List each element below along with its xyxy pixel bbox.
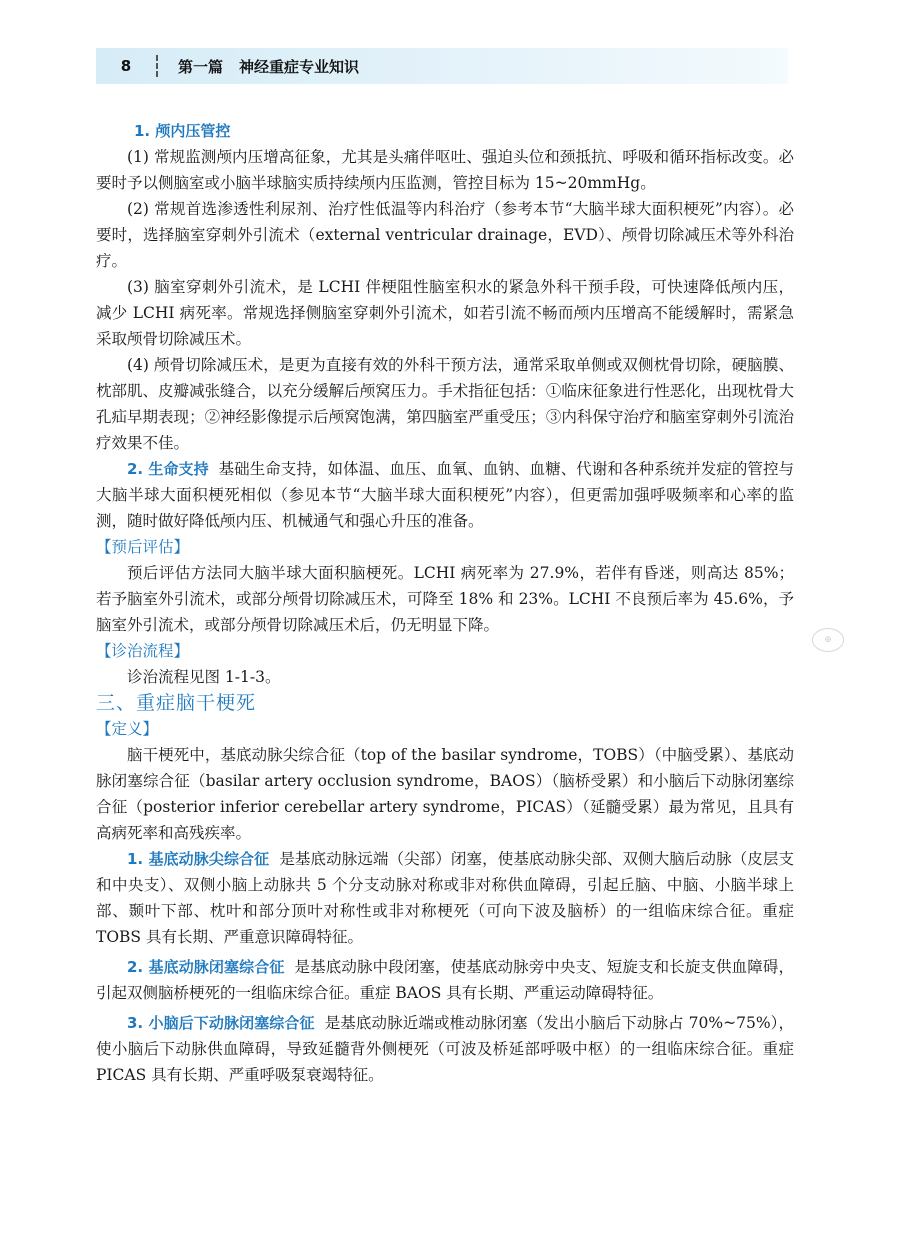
baos-text: 是基底动脉中段闭塞，使基底动脉旁中央支、短旋支和长旋支供血障碍，引起双侧脑桥梗死的一组临床综合征。重症 BAOS 具有长期、严重运动障碍特征。 <box>96 958 794 1002</box>
heading-definition: 【定义】 <box>96 720 159 738</box>
heading-baos: 2. 基底动脉闭塞综合征 <box>127 958 285 976</box>
heading-icp-control: 1. 颅内压管控 <box>134 122 231 140</box>
paragraph-tobs <box>96 846 794 950</box>
heading-life-support: 2. 生命支持 <box>127 460 209 478</box>
part-label: 第一篇 <box>178 57 224 76</box>
paragraph-definition: 脑干梗死中，基底动脉尖综合征（top of the basilar syndrome，TOBS）（中脑受累）、基底动脉闭塞综合征（basilar artery occlusion syndrome，BAOS）（脑桥受累）和小脑后下动脉闭塞综合征（posterior inferior cerebellar artery syndrome，PICAS）（延髓受累）最为常见，且具有高病死率和高残疾率。 <box>96 746 794 842</box>
watermark-stamp: ⊕ <box>812 628 844 652</box>
paragraph-prognosis: 预后评估方法同大脑半球大面积脑梗死。LCHI 病死率为 27.9%，若伴有昏迷，则高达 85%；若予脑室外引流术，或部分颅骨切除减压术，可降至 18% 和 23%。LCHI 不良预后率为 45.6%，予脑室外引流术，或部分颅骨切除减压术后，仍无明显下降。 <box>96 564 794 634</box>
paragraph-life-support <box>96 456 794 534</box>
page-number: 8 <box>120 57 132 75</box>
picas-text: 是基底动脉近端或椎动脉闭塞（发出小脑后下动脉占 70%~75%），使小脑后下动脉供血障碍，导致延髓背外侧梗死（可波及桥延部呼吸中枢）的一组临床综合征。重症 PICAS 具有长期、严重呼吸泵衰竭特征。 <box>96 1014 795 1084</box>
header-divider <box>156 55 158 77</box>
paragraph-baos <box>96 954 794 1006</box>
paragraph-picas <box>96 1010 794 1088</box>
paragraph-icp-3: (3) 脑室穿刺外引流术，是 LCHI 伴梗阻性脑室积水的紧急外科干预手段，可快速降低颅内压，减少 LCHI 病死率。常规选择侧脑室穿刺外引流术，如若引流不畅而颅内压增高不能缓解时，需紧急采取颅骨切除减压术。 <box>96 278 794 348</box>
heading-prognosis: 【预后评估】 <box>96 538 190 556</box>
part-title: 神经重症专业知识 <box>239 57 360 76</box>
paragraph-flow: 诊治流程见图 1-1-3。 <box>127 668 281 686</box>
tobs-text: 是基底动脉远端（尖部）闭塞，使基底动脉尖部、双侧大脑后动脉（皮层支和中央支）、双侧小脑上动脉共 5 个分支动脉对称或非对称供血障碍，引起丘脑、中脑、小脑半球上部、颞叶下部、枕叶和部分顶叶对称性或非对称梗死（可向下波及脑桥）的一组临床综合征。重症 TOBS 具有长期、严重意识障碍特征。 <box>96 850 795 946</box>
paragraph-icp-1: (1) 常规监测颅内压增高征象，尤其是头痛伴呕吐、强迫头位和颈抵抗、呼吸和循环指标改变。必要时予以侧脑室或小脑半球脑实质持续颅内压监测，管控目标为 15~20mmHg。 <box>96 148 794 192</box>
life-support-text: 基础生命支持，如体温、血压、血氧、血钠、血糖、代谢和各种系统并发症的管控与大脑半球大面积梗死相似（参见本节“大脑半球大面积梗死”内容），但更需加强呼吸频率和心率的监测，随时做好降低颅内压、机械通气和强心升压的准备。 <box>96 460 794 530</box>
heading-flow: 【诊治流程】 <box>96 642 190 660</box>
page-body <box>96 118 794 1088</box>
paragraph-icp-4: (4) 颅骨切除减压术，是更为直接有效的外科干预方法，通常采取单侧或双侧枕骨切除，硬脑膜、枕部肌、皮瓣减张缝合，以充分缓解后颅窝压力。手术指征包括：①临床征象进行性恶化，出现枕骨大孔疝早期表现；②神经影像提示后颅窝饱满，第四脑室严重受压；③内科保守治疗和脑室穿刺外引流治疗效果不佳。 <box>96 356 794 452</box>
paragraph-icp-2: (2) 常规首选渗透性利尿剂、治疗性低温等内科治疗（参考本节“大脑半球大面积梗死”内容）。必要时，选择脑室穿刺外引流术（external ventricular drainage，EVD）、颅骨切除减压术等外科治疗。 <box>96 200 794 270</box>
running-header <box>96 48 788 84</box>
section-title-brainstem: 三、重症脑干梗死 <box>96 692 257 714</box>
heading-picas: 3. 小脑后下动脉闭塞综合征 <box>127 1014 315 1032</box>
heading-tobs: 1. 基底动脉尖综合征 <box>127 850 270 868</box>
